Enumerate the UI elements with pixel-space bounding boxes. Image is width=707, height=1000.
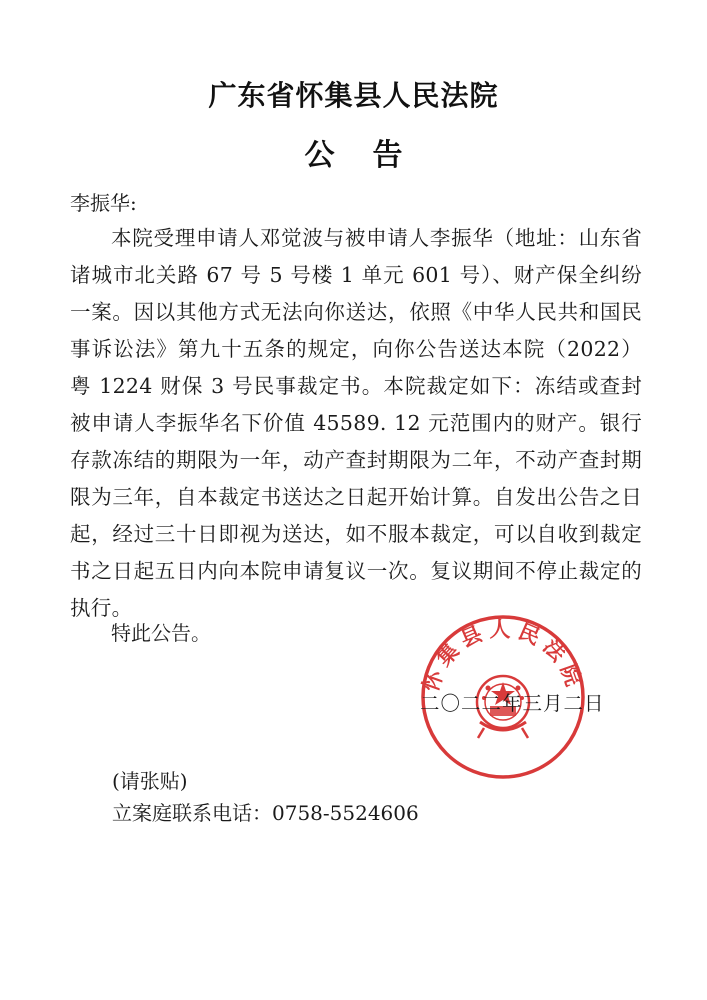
court-name: 广东省怀集县人民法院	[208, 79, 499, 112]
contact-phone-line: 立案庭联系电话：0758-5524606	[112, 801, 419, 825]
posting-note: (请张贴)	[112, 769, 188, 793]
closing-line: 特此公告。	[111, 621, 211, 645]
notice-body: 本院受理申请人邓觉波与被申请人李振华（地址：山东省诸城市北关路 67 号 5 号楼 1 单元 601 号）、财产保全纠纷一案。因以其他方式无法向你送达，依照《中华人民共和国民事诉讼法》第九十五条的规定，向你公告送达本院（2022）粤 1224 财保 3 号民事裁定书。本院裁定如下：冻结或查封被申请人李振华名下价值 45589. 12 元范围内的财产。银行存款冻结的期限为一年，动产查封期限为二年，不动产查封期限为三年，自本裁定书送达之日起开始计算。自发出公告之日起，经过三十日即视为送达，如不服本裁定，可以自收到裁定书之日起五日内向本院申请复议一次。复议期间不停止裁定的执行。	[70, 226, 642, 620]
seal-arc-text: 怀集县人民法院	[418, 617, 588, 695]
issue-date: 二〇二二年三月二日	[420, 692, 605, 715]
addressee: 李振华:	[70, 191, 137, 215]
notice-title: 公告	[304, 138, 441, 173]
